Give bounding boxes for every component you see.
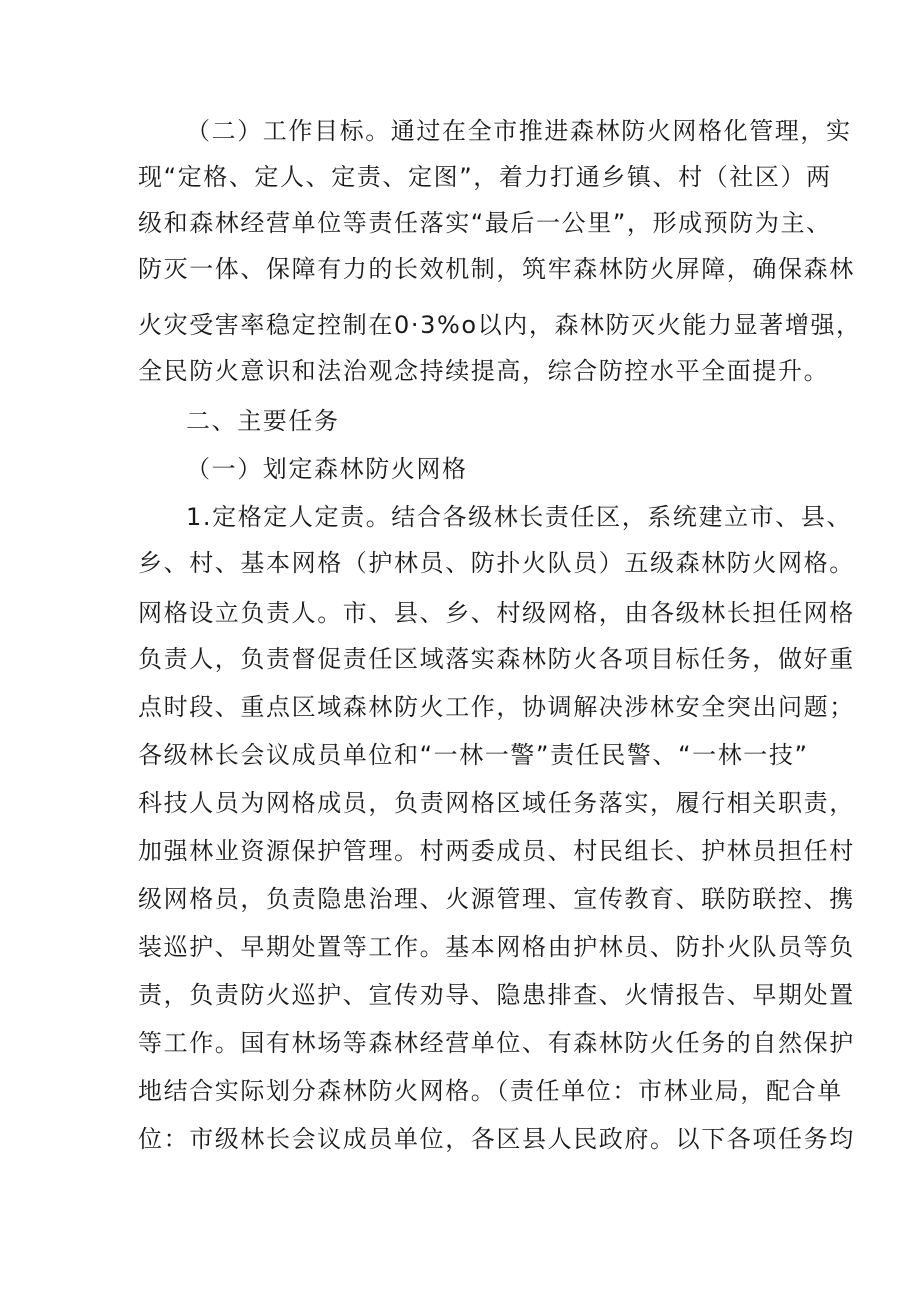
- paragraph-work-goal-line-4: 防灭一体、保障有力的长效机制，筑牢森林防火屏障，确保森林: [138, 255, 855, 283]
- paragraph-work-goal-line-1: （二）工作目标。通过在全市推进森林防火网格化管理，实: [186, 117, 852, 145]
- paragraph-work-goal-line-6: 全民防火意识和法治观念持续提高，综合防控水平全面提升。: [138, 357, 830, 385]
- paragraph-grid-duty-line-7: 科技人员为网格成员，负责网格区域任务落实，履行相关职责，: [138, 789, 855, 817]
- paragraph-grid-duty-line-4: 负责人，负责督促责任区域落实森林防火各项目标任务，做好重: [138, 645, 855, 673]
- paragraph-work-goal-line-5: 火灾受害率稳定控制在0·3%o以内，森林防灭火能力显著增强，: [138, 311, 862, 339]
- paragraph-grid-duty-line-10: 装巡护、早期处置等工作。基本网格由护林员、防扑火队员等负: [138, 933, 855, 961]
- paragraph-grid-duty-line-12: 等工作。国有林场等森林经营单位、有森林防火任务的自然保护: [138, 1029, 855, 1057]
- paragraph-grid-duty-line-1: 1.定格定人定责。结合各级林长责任区，系统建立市、县、: [186, 503, 853, 531]
- paragraph-grid-duty-line-3: 网格设立负责人。市、县、乡、村级网格，由各级林长担任网格: [138, 599, 855, 627]
- subsection-heading-fire-grid: （一）划定森林防火网格: [186, 455, 468, 483]
- section-heading-main-tasks: 二、主要任务: [186, 407, 340, 435]
- paragraph-grid-duty-line-13: 地结合实际划分森林防火网格。（责任单位：市林业局，配合单: [138, 1077, 843, 1105]
- paragraph-grid-duty-line-9: 级网格员，负责隐患治理、火源管理、宣传教育、联防联控、携: [138, 885, 855, 913]
- paragraph-grid-duty-line-5: 点时段、重点区域森林防火工作，协调解决涉林安全突出问题；: [138, 693, 855, 721]
- paragraph-work-goal-line-3: 级和森林经营单位等责任落实“最后一公里”，形成预防为主、: [138, 209, 832, 237]
- paragraph-grid-duty-line-14: 位：市级林长会议成员单位，各区县人民政府。以下各项任务均: [138, 1125, 855, 1153]
- paragraph-grid-duty-line-11: 责，负责防火巡护、宣传劝导、隐患排查、火情报告、早期处置: [138, 981, 855, 1009]
- paragraph-grid-duty-line-2: 乡、村、基本网格（护林员、防扑火队员）五级森林防火网格。: [138, 549, 855, 577]
- paragraph-work-goal-line-2: 现“定格、定人、定责、定图”，着力打通乡镇、村（社区）两: [138, 163, 832, 191]
- paragraph-grid-duty-line-6: 各级林长会议成员单位和“一林一警”责任民警、“一林一技”: [138, 741, 809, 769]
- paragraph-grid-duty-line-8: 加强林业资源保护管理。村两委成员、村民组长、护林员担任村: [138, 837, 855, 865]
